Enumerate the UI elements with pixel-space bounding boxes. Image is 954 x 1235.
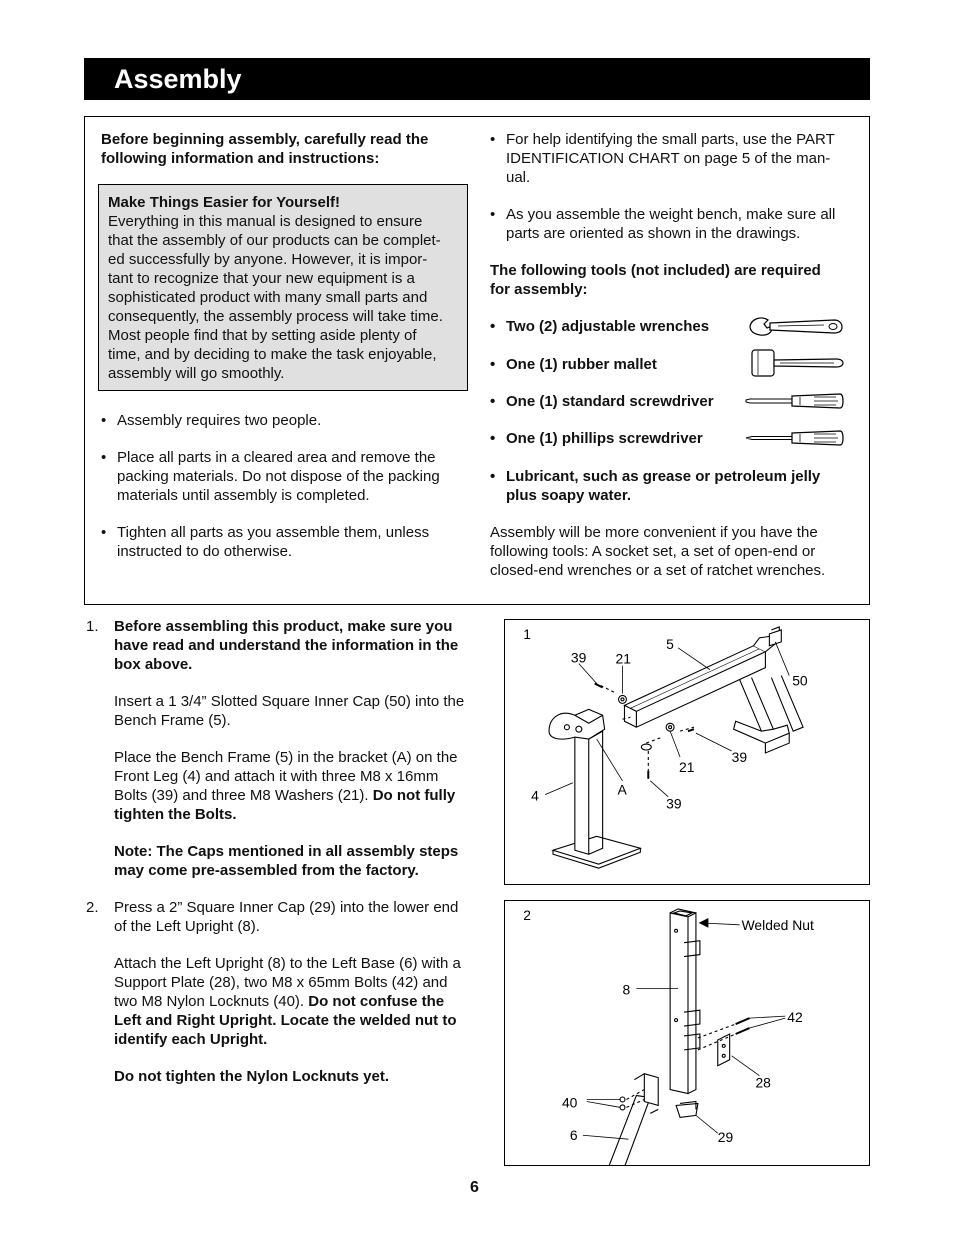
mallet-icon [750, 346, 844, 380]
callout-label: Welded Nut [741, 916, 814, 933]
tools-heading: The following tools (not included) are required for assembly: [490, 262, 821, 298]
callout-label: 6 [569, 1127, 578, 1144]
figure-2-diagram [504, 900, 870, 1166]
callout-label: 42 [787, 1009, 803, 1026]
callout-label: 5 [666, 635, 674, 652]
callout-label: 39 [731, 748, 748, 765]
callout-label: 8 [622, 981, 631, 998]
tip-line: Most people find that by setting aside plenty of [108, 327, 417, 344]
callout-label: 39 [666, 795, 682, 812]
callout-label: 40 [561, 1094, 578, 1111]
convenience-text: Assembly will be more convenient if you have the following tools: A socket set, a set of open-end or closed-end wrenches or a set of ratchet wrenches. [490, 524, 826, 579]
callout-label: 29 [717, 1129, 734, 1146]
phillips-screwdriver-icon [744, 428, 844, 448]
section-title: Assembly [114, 64, 242, 94]
page-number: 6 [470, 1179, 479, 1196]
callout-label: 39 [570, 649, 587, 666]
callout-label: 21 [679, 758, 695, 775]
tip-line: Everything in this manual is designed to ensure [108, 213, 423, 230]
tip-line: that the assembly of our products can be complet- [108, 232, 441, 249]
callout-label: 4 [531, 787, 539, 804]
step-number: 1. [86, 618, 99, 635]
intro-text: Before beginning assembly, carefully read the following information and instructions: [101, 131, 429, 167]
tip-line: assembly will go smoothly. [108, 365, 285, 382]
tip-line: tant to recognize that your new equipment is a [108, 270, 415, 287]
figure-number: 1 [523, 625, 531, 642]
tip-line: time, and by deciding to make the task enjoyable, [108, 346, 437, 363]
tip-line: consequently, the assembly process will take time. [108, 308, 443, 325]
figure-number: 2 [523, 906, 531, 923]
callout-label: A [617, 781, 627, 798]
step-2-text: Press a 2” Square Inner Cap (29) into the lower end of the Left Upright (8). Attach the Left Upright (8) to the Left Base (6) with a Support Plate (28), two M8 x 65mm Bolts (42) and two M8 Nylon Locknuts (40). Do not confuse the Left and Right Upright. Locate the welded nut to identify each Upright. Do not tighten the Nylon Locknuts yet. [114, 899, 461, 1085]
section-header [84, 58, 870, 100]
step-number: 2. [86, 899, 99, 916]
step-1-text: Before assembling this product, make sure you have read and understand the information in the box above. Insert a 1 3/4” Slotted Square Inner Cap (50) into the Bench Frame (5). Place the Bench Frame (5) in the bracket (A) on the Front Leg (4) and attach it with three M8 x 16mm Bolts (39) and three M8 Washers (21). Do not fully tighten the Bolts. Note: The Caps mentioned in all assembly steps may come pre-assembled from the factory. [114, 618, 465, 879]
figure-1-diagram [504, 619, 870, 885]
wrench-icon [748, 314, 844, 340]
tip-box [98, 184, 468, 391]
standard-screwdriver-icon [744, 391, 844, 411]
tip-line: sophisticated product with many small parts and [108, 289, 428, 306]
callout-label: 50 [792, 672, 808, 689]
tip-heading: Make Things Easier for Yourself! [108, 194, 341, 211]
tip-line: ed successfully by anyone. However, it is impor- [108, 251, 428, 268]
callout-label: 28 [755, 1074, 771, 1091]
callout-label: 21 [615, 650, 631, 667]
